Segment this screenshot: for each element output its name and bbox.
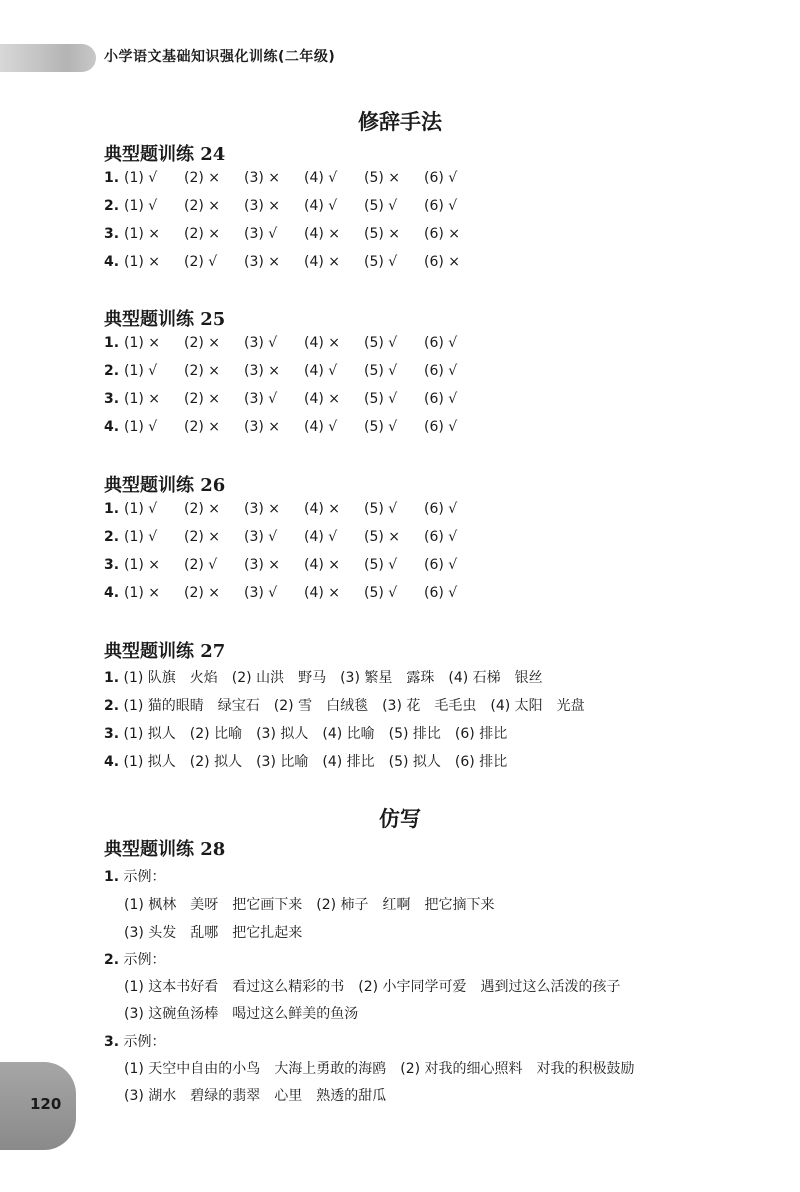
- answer-cell: (6) √: [424, 335, 458, 351]
- answer-cell: (2) ×: [184, 585, 221, 601]
- answer-cell: (5) ×: [364, 529, 401, 545]
- answer-cell: (3) √: [244, 226, 278, 242]
- answer-cell: (1) ×: [124, 391, 161, 407]
- question-number: 4.: [104, 419, 120, 435]
- question-number: 2.: [104, 529, 120, 545]
- answer-cell: (3) ×: [244, 170, 281, 186]
- answer-cell: (3) √: [244, 335, 278, 351]
- question-number: 1.: [104, 170, 120, 186]
- answer-cell: (4) ×: [304, 391, 341, 407]
- answer-cell: (2) √: [184, 557, 218, 573]
- group-title-28: 典型题训练 28: [104, 839, 226, 860]
- answer-line: (3) 湖水 碧绿的翡翠 心里 熟透的甜瓜: [124, 1088, 387, 1104]
- answer-line: (3) 这碗鱼汤棒 喝过这么鲜美的鱼汤: [124, 1006, 359, 1022]
- answer-cell: (5) √: [364, 585, 398, 601]
- group-title-24: 典型题训练 24: [104, 144, 226, 165]
- answer-cell: (6) √: [424, 170, 458, 186]
- answer-cell: (2) ×: [184, 363, 221, 379]
- answer-cell: (1) √: [124, 419, 158, 435]
- answer-cell: (1) √: [124, 170, 158, 186]
- answer-cell: (3) ×: [244, 198, 281, 214]
- answer-line: (1) 天空中自由的小鸟 大海上勇敢的海鸥 (2) 对我的细心照料 对我的积极鼓励: [124, 1061, 635, 1077]
- answer-cell: (5) ×: [364, 170, 401, 186]
- answer-cell: (2) ×: [184, 226, 221, 242]
- question-number: 4.: [104, 585, 120, 601]
- answer-cell: (4) ×: [304, 254, 341, 270]
- answer-cell: (1) ×: [124, 585, 161, 601]
- answer-cell: (2) ×: [184, 198, 221, 214]
- answer-cell: (5) √: [364, 335, 398, 351]
- answer-cell: (1) ×: [124, 335, 161, 351]
- answer-line: (3) 头发 乱哪 把它扎起来: [124, 925, 303, 941]
- question-number: 2.: [104, 363, 120, 379]
- answer-line: (1) 这本书好看 看过这么精彩的书 (2) 小宇同学可爱 遇到过这么活泼的孩子: [124, 979, 621, 995]
- item-head: 3. 示例：: [104, 1034, 166, 1050]
- answer-cell: (5) √: [364, 363, 398, 379]
- answer-cell: (6) √: [424, 363, 458, 379]
- answer-cell: (4) ×: [304, 557, 341, 573]
- answer-cell: (3) √: [244, 585, 278, 601]
- answer-cell: (4) ×: [304, 585, 341, 601]
- answer-line: 4. (1) 拟人 (2) 拟人 (3) 比喻 (4) 排比 (5) 拟人 (6) 排比: [104, 754, 508, 770]
- answer-cell: (5) ×: [364, 226, 401, 242]
- question-number: 1.: [104, 335, 120, 351]
- answer-cell: (1) √: [124, 501, 158, 517]
- answer-cell: (1) ×: [124, 254, 161, 270]
- header-decoration-bar: [0, 44, 96, 72]
- question-number: 3.: [104, 391, 120, 407]
- answer-cell: (1) √: [124, 363, 158, 379]
- answer-cell: (6) ×: [424, 226, 461, 242]
- answer-cell: (2) √: [184, 254, 218, 270]
- answer-cell: (2) ×: [184, 529, 221, 545]
- answer-cell: (4) ×: [304, 226, 341, 242]
- answer-cell: (4) √: [304, 198, 338, 214]
- answer-cell: (3) ×: [244, 363, 281, 379]
- answer-cell: (5) √: [364, 557, 398, 573]
- answer-cell: (5) √: [364, 391, 398, 407]
- question-number: 3.: [104, 226, 120, 242]
- answer-cell: (5) √: [364, 254, 398, 270]
- answer-cell: (6) √: [424, 501, 458, 517]
- answer-cell: (2) ×: [184, 335, 221, 351]
- item-head: 1. 示例：: [104, 869, 166, 885]
- item-head: 2. 示例：: [104, 952, 166, 968]
- answer-cell: (6) √: [424, 557, 458, 573]
- answer-cell: (3) √: [244, 391, 278, 407]
- answer-cell: (6) ×: [424, 254, 461, 270]
- answer-cell: (1) ×: [124, 226, 161, 242]
- answer-cell: (3) ×: [244, 419, 281, 435]
- answer-cell: (6) √: [424, 529, 458, 545]
- answer-cell: (6) √: [424, 391, 458, 407]
- answer-cell: (3) ×: [244, 501, 281, 517]
- answer-cell: (5) √: [364, 198, 398, 214]
- answer-cell: (1) √: [124, 529, 158, 545]
- answer-cell: (6) √: [424, 198, 458, 214]
- answer-cell: (3) ×: [244, 557, 281, 573]
- answer-cell: (6) √: [424, 419, 458, 435]
- question-number: 3.: [104, 557, 120, 573]
- answer-cell: (5) √: [364, 501, 398, 517]
- answer-cell: (4) √: [304, 419, 338, 435]
- group-title-26: 典型题训练 26: [104, 475, 226, 496]
- page-number: 120: [30, 1095, 62, 1113]
- answer-cell: (4) √: [304, 363, 338, 379]
- answer-cell: (5) √: [364, 419, 398, 435]
- answer-line: 1. (1) 队旗 火焰 (2) 山洪 野马 (3) 繁星 露珠 (4) 石梯 银丝: [104, 670, 543, 686]
- running-header-title: 小学语文基础知识强化训练(二年级): [104, 49, 336, 65]
- question-number: 1.: [104, 501, 120, 517]
- answer-line: 3. (1) 拟人 (2) 比喻 (3) 拟人 (4) 比喻 (5) 排比 (6) 排比: [104, 726, 508, 742]
- answer-cell: (1) √: [124, 198, 158, 214]
- group-title-25: 典型题训练 25: [104, 309, 226, 330]
- answer-cell: (3) √: [244, 529, 278, 545]
- question-number: 4.: [104, 254, 120, 270]
- answer-cell: (6) √: [424, 585, 458, 601]
- question-number: 2.: [104, 198, 120, 214]
- answer-cell: (4) ×: [304, 335, 341, 351]
- section-title-rhetoric: 修辞手法: [358, 109, 442, 134]
- answer-cell: (2) ×: [184, 501, 221, 517]
- answer-cell: (2) ×: [184, 391, 221, 407]
- answer-cell: (4) ×: [304, 501, 341, 517]
- answer-cell: (3) ×: [244, 254, 281, 270]
- answer-cell: (2) ×: [184, 170, 221, 186]
- answer-line: 2. (1) 猫的眼睛 绿宝石 (2) 雪 白绒毯 (3) 花 毛毛虫 (4) 太阳 光盘: [104, 698, 585, 714]
- answer-cell: (4) √: [304, 170, 338, 186]
- answer-cell: (2) ×: [184, 419, 221, 435]
- section-title-imitation: 仿写: [379, 806, 421, 831]
- group-title-27: 典型题训练 27: [104, 641, 226, 662]
- answer-cell: (1) ×: [124, 557, 161, 573]
- answer-line: (1) 枫林 美呀 把它画下来 (2) 柿子 红啊 把它摘下来: [124, 897, 495, 913]
- answer-cell: (4) √: [304, 529, 338, 545]
